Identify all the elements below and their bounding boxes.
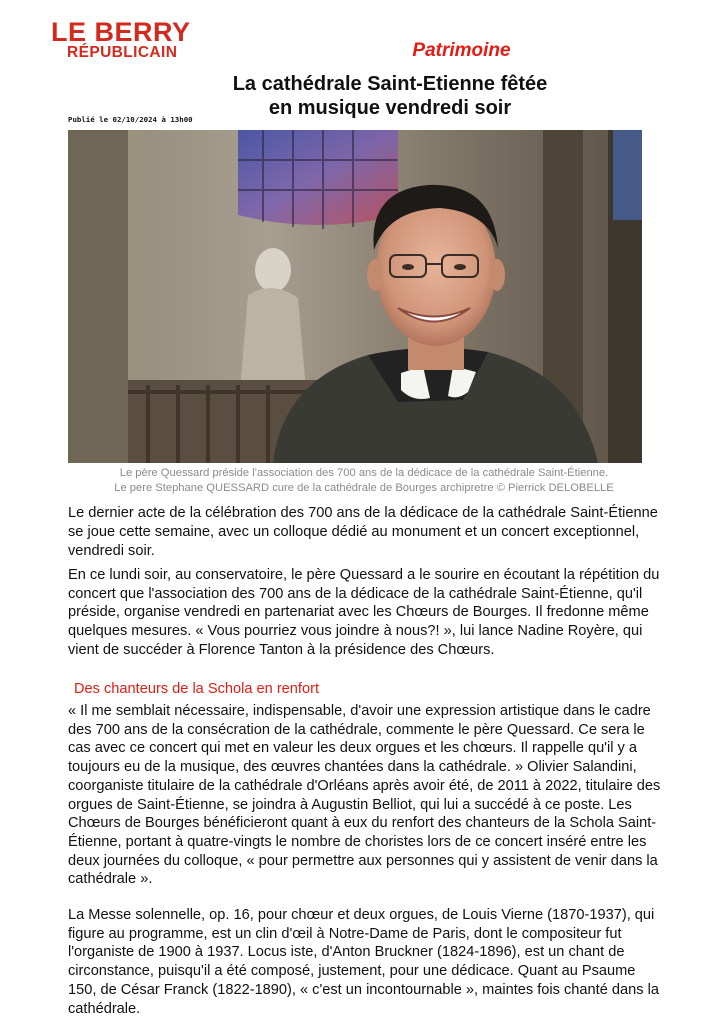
priest-portrait-image: [68, 130, 642, 463]
photo-caption: [58, 466, 670, 496]
caption-line-1: Le père Quessard préside l'association des 700 ans de la dédicace de la cathédrale Saint-Étienne.: [119, 467, 609, 479]
article-lead: Le dernier acte de la célébration des 700 ans de la dédicace de la cathédrale Saint-Étienne se joue cette semaine, avec un colloque dédié au monument et un concert exceptionnel, vendredi soir.: [68, 505, 658, 559]
masthead-title: LE BERRY: [51, 17, 191, 47]
caption-line-2: Le pere Stephane QUESSARD cure de la cathédrale de Bourges archipretre © Pierrick DELOBELLE: [114, 482, 614, 494]
masthead-subtitle: RÉPUBLICAIN: [67, 44, 178, 61]
title-line-1: La cathédrale Saint-Etienne fêtée: [232, 73, 548, 95]
publication-date: Publié le 02/10/2024 à 13h00: [68, 115, 193, 124]
article-title: [130, 72, 650, 120]
article-paragraph-3: La Messe solennelle, op. 16, pour chœur et deux orgues, de Louis Vierne (1870-1937), qui figure au programme, est un clin d'œil à Notre-Dame de Paris, dont le compositeur fut l'organiste de 1900 à 1937. Locus iste, d'Anton Bruckner (1824-1896), est un chant de circonstance, puisqu'il a été composé, justement, pour une dédicace. Quant au Psaume 150, de César Franck (1822-1890), « c'est un incontournable », maintes fois chanté dans la cathédrale.: [68, 907, 659, 1017]
article-photo: [68, 130, 642, 463]
article-subheading: Des chanteurs de la Schola en renfort: [74, 681, 319, 697]
rubric-label: Patrimoine: [412, 40, 511, 61]
article-paragraph-2: « Il me semblait nécessaire, indispensable, d'avoir une expression artistique dans le cadre des 700 ans de la consécration de la cathédrale, commente le père Quessard. Ce sera le cas avec ce concert qui met en valeur les deux orgues et les chœurs. Il rappelle qu'il y a toujours eu de la musique, des œuvres chantées dans la cathédrale. » Olivier Salandini, coorganiste titulaire de la cathédrale d'Orléans après avoir été, de 2011 à 2022, titulaire des orgues de Saint-Étienne, se joindra à Augustin Belliot, qui lui a succédé à ce poste. Les Chœurs de Bourges bénéficieront quant à eux du renfort des chanteurs de la Schola Saint-Étienne, portant à quatre-vingts le nombre de choristes lors de ce concert inséré entre les deux journées du colloque, « pour permettre aux personnes qui y assistent de venir dans la cathédrale ».: [68, 703, 661, 888]
title-line-2: en musique vendredi soir: [268, 97, 512, 119]
article-paragraph-1: En ce lundi soir, au conservatoire, le père Quessard a le sourire en écoutant la répétition du concert que l'association des 700 ans de la dédicace de la cathédrale Saint-Étienne, qu'il préside, organise vendredi en partenariat avec les Chœurs de Bourges. Il fredonne même quelques mesures. « Vous pourriez vous joindre à nous?! », lui lance Nadine Royère, qui vient de succéder à Florence Tanton à la présidence des Chœurs.: [68, 567, 660, 658]
article-rubric: [0, 40, 728, 62]
